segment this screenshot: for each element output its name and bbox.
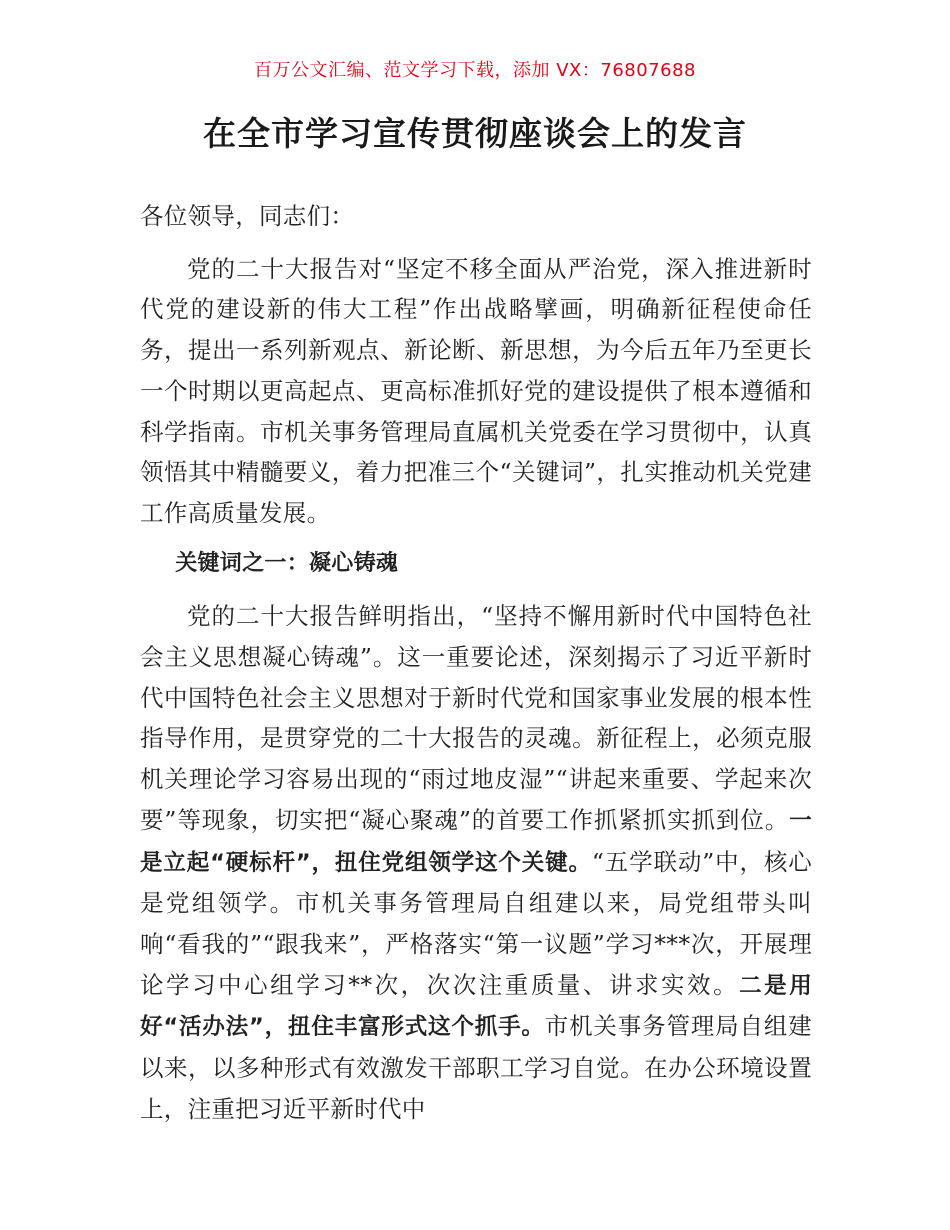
document-body [140,196,812,1139]
section-paragraph [140,596,812,1129]
document-title: 在全市学习宣传贯彻座谈会上的发言 [203,114,747,153]
section-text-c: 市机关事务管理局自组建以来，以多种形式有效激发干部职工学习自觉。在办公环境设置上，注重把习近平新时代中 [140,1012,812,1123]
section-heading: 关键词之一：凝心铸魂 [175,550,399,576]
section-text-b: “五学联动”中，核心是党组领学。市机关事务管理局自组建以来，局党组带头叫响“看我的”“跟我来”，严格落实“第一议题”学习***次，开展理论学习中心组学习**次，次次注重质量、讲求实效。 [140,847,813,999]
section-bold-point-1: 一是立起“硬标杆”，扭住党组领学这个关键。 [140,807,812,876]
header-banner: 百万公文汇编、范文学习下载，添加 VX：76807688 [254,60,696,81]
salutation: 各位领导，同志们： [140,202,355,230]
intro-paragraph: 党的二十大报告对“坚定不移全面从严治党，深入推进新时代党的建设新的伟大工程”作出战略擘画，明确新征程使命任务，提出一系列新观点、新论断、新思想，为今后五年乃至更长一个时期以更高起点、更高标准抓好党的建设提供了根本遵循和科学指南。市机关事务管理局直属机关党委在学习贯彻中，认真领悟其中精髓要义，着力把准三个“关键词”，扎实推动机关党建工作高质量发展。 [140,254,812,527]
section-text-a: 党的二十大报告鲜明指出，“坚持不懈用新时代中国特色社会主义思想凝心铸魂”。这一重要论述，深刻揭示了习近平新时代中国特色社会主义思想对于新时代党和国家事业发展的根本性指导作用，是贯穿党的二十大报告的灵魂。新征程上，必须克服机关理论学习容易出现的“雨过地皮湿”“讲起来重要、学起来次要”等现象，切实把“凝心聚魂”的首要工作抓紧抓实抓到位。 [140,602,812,834]
section-bold-point-2: 二是用好“活办法”，扭住丰富形式这个抓手。 [140,972,812,1041]
